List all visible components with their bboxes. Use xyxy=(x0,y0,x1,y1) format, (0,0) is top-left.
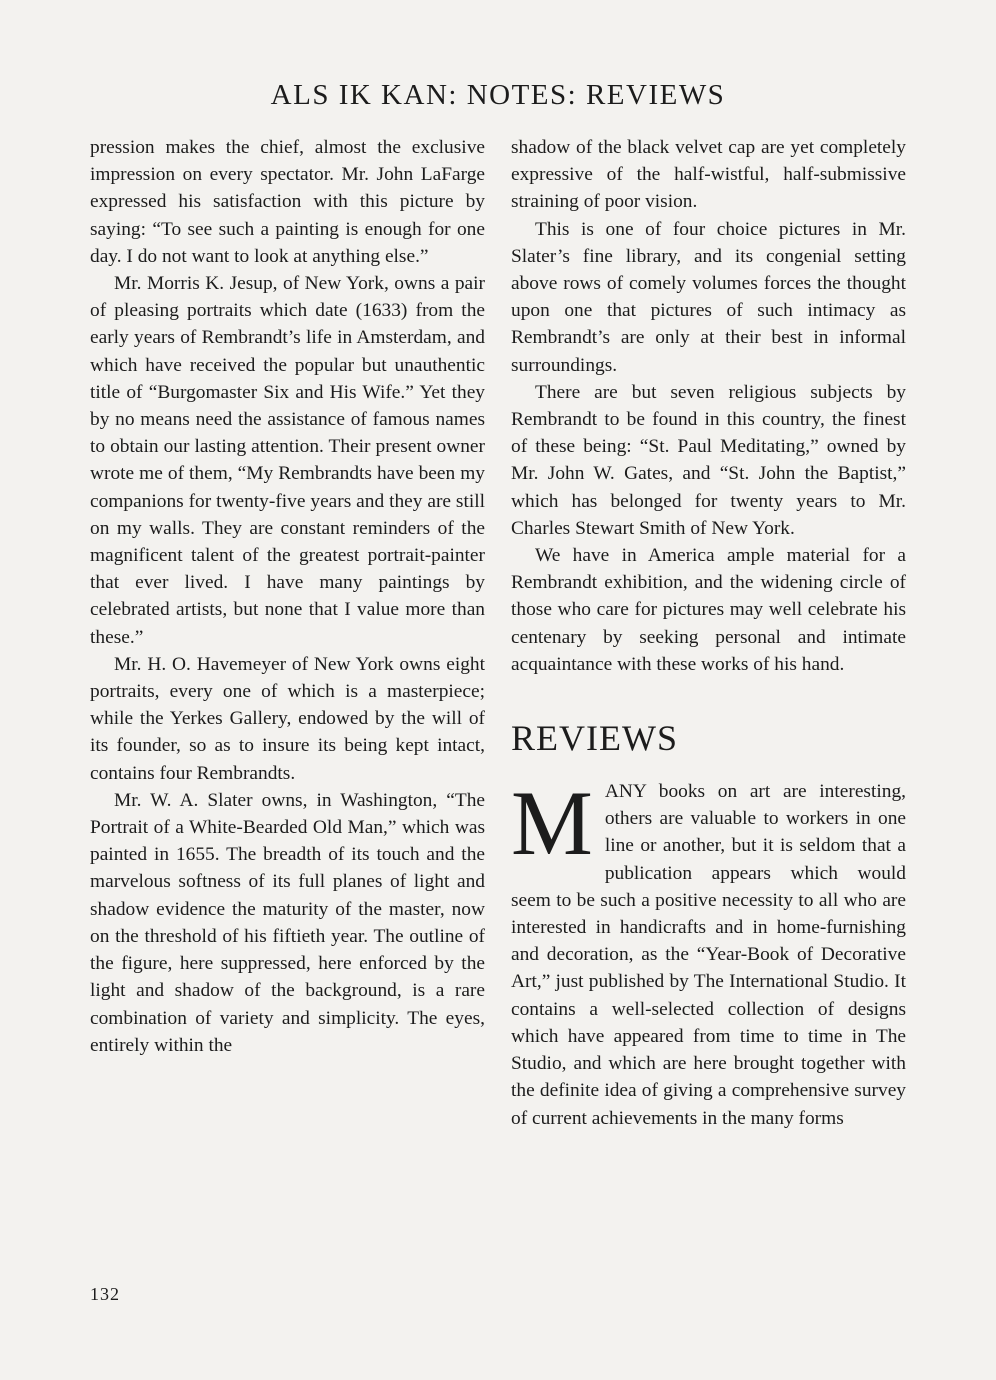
paragraph-jesup: Mr. Morris K. Jesup, of New York, owns a pair of pleasing portraits which date (1633) from the early years of Rembrandt’s life in Amsterdam, and which have received the popular but unauthentic title of “Burgomaster Six and His Wife.” Yet they by no means need the assistance of famous names to obtain our lasting attention. Their present owner wrote me of them, “My Rembrandts have been my companions for twenty-five years and they are still on my walls. They are constant reminders of the magnificent talent of the greatest portrait-painter that ever lived. I have many paintings by celebrated artists, but none that I value more than these.” xyxy=(90,273,485,648)
paragraph-america-exhibition: We have in America ample material for a Rembrandt exhibition, and the widening circle of those who care for pictures may well celebrate his centenary by seeking personal and intimate acquaintance with these works of his hand. xyxy=(511,545,906,675)
running-header: ALS IK KAN: NOTES: REVIEWS xyxy=(270,79,726,111)
right-column xyxy=(511,134,906,1132)
paragraph-slater: Mr. W. A. Slater owns, in Washington, “The Portrait of a White-Bearded Old Man,” which was painted in 1655. The breadth of its touch and the marvelous softness of its full planes of light and shadow evidence the maturity of the master, now on the threshold of his fiftieth year. The outline of the figure, here suppressed, here enforced by the light and shadow of the background, is a rare combination of variety and simplicity. The eyes, entirely within the xyxy=(90,789,485,1056)
paragraph-slater-library: This is one of four choice pictures in Mr. Slater’s fine library, and its congenial setting above rows of comely volumes forces the thought upon one that pictures of such intimacy as Rembrandt’s are only at their best in informal surroundings. xyxy=(511,218,906,376)
reviews-text: ANY books on art are interesting, others are valuable to workers in one line or another, but it is seldom that a publication appears which would seem to be such a positive necessity to all who are interested in handicrafts and in home-furnishing and decoration, as the “Year-Book of Decorative Art,” just published by The International Studio. It contains a well-selected collection of designs which have appeared from time to time in The Studio, and which are here brought together with the definite idea of giving a comprehensive survey of current achievements in the many forms xyxy=(511,781,906,1129)
reviews-heading: REVIEWS xyxy=(511,718,678,759)
left-column xyxy=(90,134,485,1059)
reviews-paragraph xyxy=(511,772,906,1132)
paragraph-continued: pression makes the chief, almost the exclusive impression on every spectator. Mr. John LaFarge expressed his satisfaction with this picture by saying: “To see such a painting is enough for one day. I do not want to look at anything else.” xyxy=(90,137,485,267)
page-number: 132 xyxy=(90,1284,120,1304)
paragraph-shadow: shadow of the black velvet cap are yet completely expressive of the half-wistful, half-submissive straining of poor vision. xyxy=(511,137,906,213)
paragraph-religious-subjects: There are but seven religious subjects by Rembrandt to be found in this country, the finest of these being: “St. Paul Meditating,” owned by Mr. John W. Gates, and “St. John the Baptist,” which has belonged for twenty years to Mr. Charles Stewart Smith of New York. xyxy=(511,381,906,539)
paragraph-havemeyer: Mr. H. O. Havemeyer of New York owns eight portraits, every one of which is a masterpiece; while the Yerkes Gallery, endowed by the will of its founder, so as to insure its being kept intact, contains four Rembrandts. xyxy=(90,653,485,784)
drop-cap: M xyxy=(511,772,593,875)
